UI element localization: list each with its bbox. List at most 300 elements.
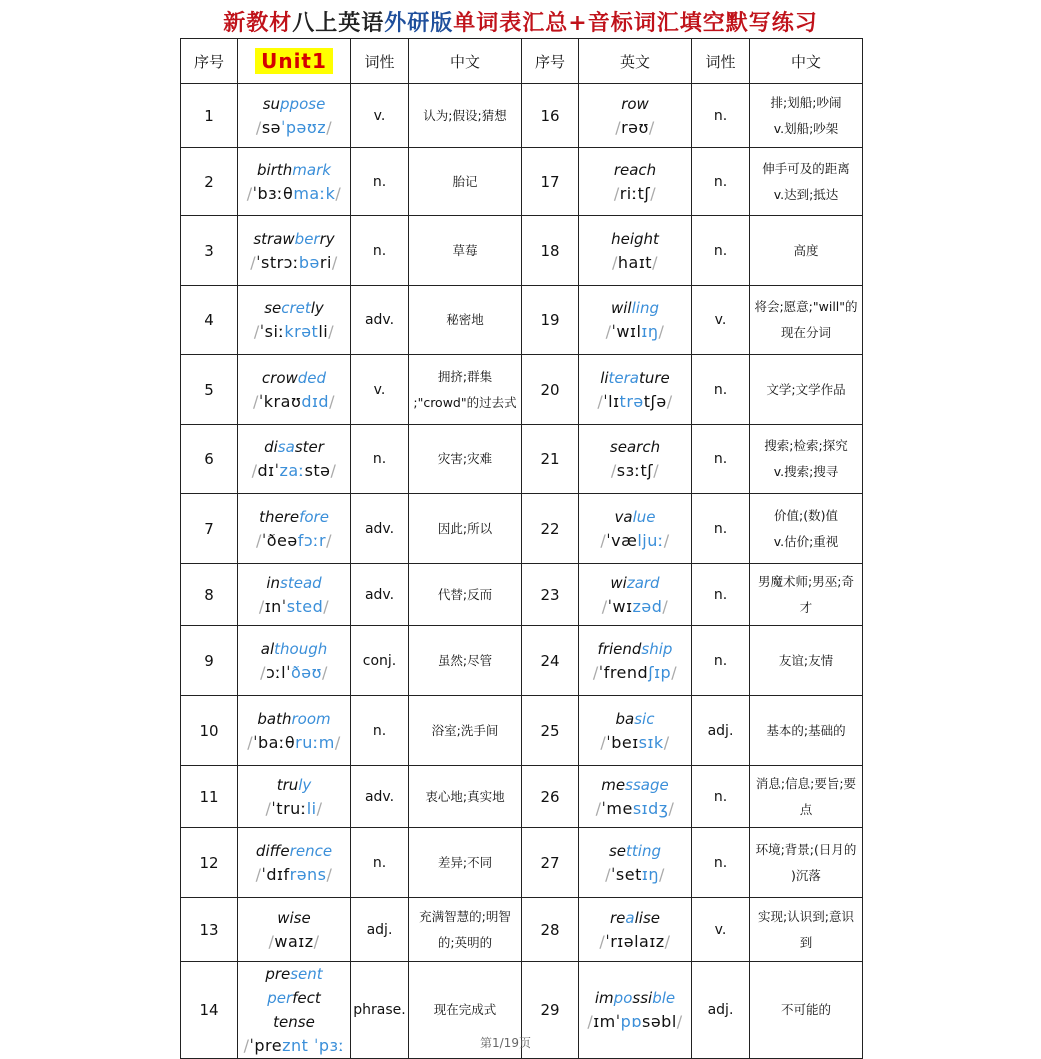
slash-mark: / bbox=[658, 322, 665, 341]
english-word bbox=[240, 773, 348, 797]
title-part: 新教材 bbox=[223, 10, 293, 36]
row-number: 7 bbox=[181, 494, 238, 564]
word-segment: lue bbox=[632, 507, 656, 526]
phonetic bbox=[240, 182, 348, 206]
slash-mark: / bbox=[253, 322, 260, 341]
chinese-meaning bbox=[409, 766, 522, 828]
word-cell bbox=[579, 898, 692, 962]
phonetic-segment: sɪk bbox=[638, 732, 664, 752]
phonetic-segment: ˈwɪl bbox=[611, 322, 642, 341]
part-of-speech: n. bbox=[351, 425, 409, 494]
phonetic-segment: ljuː bbox=[637, 530, 664, 550]
word-segment: stead bbox=[280, 573, 322, 592]
meaning-line: 环境;背景;(日月的 bbox=[755, 841, 857, 857]
row-number: 10 bbox=[181, 696, 238, 766]
meaning-line: 文学;文学作品 bbox=[766, 381, 846, 397]
meaning-line: 排;划船;吵闹 bbox=[770, 94, 842, 110]
word-segment: al bbox=[260, 639, 275, 658]
meaning-line: 代替;反而 bbox=[437, 586, 493, 602]
row-number: 29 bbox=[522, 962, 579, 1059]
chinese-meaning bbox=[750, 494, 863, 564]
part-of-speech: v. bbox=[692, 898, 750, 962]
table-row bbox=[181, 355, 863, 425]
vocab-table bbox=[180, 38, 863, 1059]
phonetic bbox=[240, 459, 348, 483]
english-word bbox=[581, 839, 689, 863]
row-number: 27 bbox=[522, 828, 579, 898]
english-word bbox=[581, 435, 689, 459]
row-number: 1 bbox=[181, 84, 238, 148]
phonetic-segment: laɪz bbox=[634, 931, 665, 951]
phonetic-segment: znt bbox=[282, 1036, 309, 1055]
phonetic-segment: krət bbox=[284, 322, 319, 341]
phonetic bbox=[581, 529, 689, 553]
row-number: 28 bbox=[522, 898, 579, 962]
page-title bbox=[0, 6, 1041, 37]
part-of-speech: n. bbox=[692, 828, 750, 898]
part-of-speech: adv. bbox=[351, 766, 409, 828]
meaning-line: 男魔术师;男巫;奇 bbox=[758, 573, 854, 589]
word-segment: ba bbox=[615, 709, 635, 728]
part-of-speech: n. bbox=[351, 696, 409, 766]
word-segment: wise bbox=[277, 908, 311, 927]
word-segment: ly bbox=[298, 775, 312, 794]
part-of-speech: conj. bbox=[351, 626, 409, 696]
word-segment: room bbox=[291, 709, 331, 728]
word-cell bbox=[238, 626, 351, 696]
table-body bbox=[181, 84, 863, 1059]
phonetic bbox=[581, 182, 689, 206]
slash-mark: / bbox=[255, 530, 262, 550]
word-cell bbox=[238, 564, 351, 626]
phonetic-segment: ˈfrend bbox=[598, 662, 649, 682]
phonetic-segment: ˈme bbox=[601, 798, 633, 818]
part-of-speech: phrase. bbox=[351, 962, 409, 1059]
word-segment: ble bbox=[652, 989, 676, 1007]
title-part: 单词表汇总+音标词汇填空默写练习 bbox=[453, 10, 818, 36]
phonetic-segment: li bbox=[306, 798, 317, 818]
meaning-line: ;"crowd"的过去式 bbox=[413, 394, 517, 410]
phonetic-segment: ˈpəʊz bbox=[281, 117, 327, 137]
part-of-speech: adj. bbox=[692, 696, 750, 766]
word-segment: fect bbox=[292, 989, 321, 1007]
word-segment: search bbox=[609, 438, 661, 456]
slash-mark: / bbox=[664, 931, 671, 951]
meaning-line: 点 bbox=[799, 801, 813, 817]
word-segment: tting bbox=[626, 841, 661, 860]
slash-mark: / bbox=[601, 596, 608, 616]
phonetic-segment: dɪˈ bbox=[257, 461, 280, 480]
english-word bbox=[240, 707, 348, 731]
word-cell bbox=[579, 494, 692, 564]
table-row bbox=[181, 494, 863, 564]
slash-mark: / bbox=[668, 798, 675, 818]
row-number: 4 bbox=[181, 286, 238, 355]
meaning-line: 伸手可及的距离 bbox=[762, 160, 850, 176]
chinese-meaning bbox=[409, 355, 522, 425]
row-number: 3 bbox=[181, 216, 238, 286]
table-row bbox=[181, 425, 863, 494]
row-number: 21 bbox=[522, 425, 579, 494]
slash-mark: / bbox=[328, 322, 335, 341]
word-segment: se bbox=[264, 299, 282, 317]
word-segment: ly bbox=[310, 299, 324, 317]
slash-mark: / bbox=[599, 931, 606, 951]
meaning-line: 差异;不同 bbox=[437, 854, 493, 870]
word-segment: me bbox=[601, 775, 626, 794]
word-segment: mark bbox=[292, 160, 331, 179]
phonetic bbox=[240, 320, 348, 344]
row-number: 14 bbox=[181, 962, 238, 1059]
word-cell bbox=[579, 355, 692, 425]
phonetic-segment: ʃɪp bbox=[648, 662, 672, 682]
row-number: 18 bbox=[522, 216, 579, 286]
table-row bbox=[181, 696, 863, 766]
chinese-meaning bbox=[409, 696, 522, 766]
meaning-line: v.划船;吵架 bbox=[773, 120, 839, 136]
meaning-line: 基本的;基础的 bbox=[766, 722, 846, 738]
slash-mark: / bbox=[329, 391, 335, 411]
part-of-speech: adv. bbox=[351, 494, 409, 564]
english-word bbox=[240, 505, 348, 529]
slash-mark: / bbox=[676, 1012, 683, 1031]
phonetic bbox=[581, 320, 689, 344]
chinese-meaning bbox=[409, 828, 522, 898]
slash-mark: / bbox=[331, 252, 338, 272]
part-of-speech: adv. bbox=[351, 286, 409, 355]
phonetic bbox=[581, 251, 689, 275]
phonetic bbox=[240, 595, 348, 619]
word-segment: sent per bbox=[267, 965, 323, 1007]
slash-mark: / bbox=[613, 183, 620, 203]
word-segment: diffe bbox=[255, 841, 290, 860]
part-of-speech: n. bbox=[692, 355, 750, 425]
english-word bbox=[240, 839, 348, 863]
english-word bbox=[581, 637, 689, 661]
phonetic-segment: fɔːr bbox=[297, 530, 327, 550]
meaning-line: 秘密地 bbox=[446, 312, 484, 327]
meaning-line: 的;英明的 bbox=[437, 934, 493, 950]
phonetic bbox=[581, 459, 689, 483]
header-row bbox=[181, 39, 863, 84]
word-segment: re bbox=[610, 908, 626, 927]
row-number: 26 bbox=[522, 766, 579, 828]
meaning-line: 消息;信息;要旨;要 bbox=[755, 775, 857, 791]
phonetic-segment: sted bbox=[286, 596, 324, 616]
phonetic bbox=[581, 797, 689, 821]
meaning-line: v.估价;重视 bbox=[773, 533, 839, 549]
english-word bbox=[581, 571, 689, 595]
meaning-line: 到 bbox=[799, 934, 813, 950]
phonetic-segment: ri bbox=[319, 252, 332, 272]
row-number: 6 bbox=[181, 425, 238, 494]
phonetic-segment: haɪt bbox=[617, 252, 653, 272]
slash-mark: / bbox=[612, 252, 618, 272]
chinese-meaning bbox=[750, 696, 863, 766]
phonetic-segment: sɜːtʃ bbox=[616, 461, 654, 480]
slash-mark: / bbox=[653, 461, 660, 480]
chinese-meaning bbox=[409, 494, 522, 564]
phonetic bbox=[581, 930, 689, 954]
english-word bbox=[240, 571, 348, 595]
table-row bbox=[181, 564, 863, 626]
word-cell bbox=[238, 898, 351, 962]
word-segment: ture bbox=[639, 368, 670, 387]
slash-mark: / bbox=[334, 732, 341, 752]
word-cell bbox=[579, 148, 692, 216]
word-segment: lise bbox=[634, 908, 660, 927]
phonetic bbox=[240, 251, 348, 275]
english-word bbox=[581, 707, 689, 731]
word-segment: ssage bbox=[625, 775, 669, 794]
word-segment: wil bbox=[611, 299, 632, 317]
word-cell bbox=[238, 425, 351, 494]
word-segment: height bbox=[611, 229, 659, 248]
meaning-line: 价值;(数)值 bbox=[774, 507, 838, 523]
phonetic-segment: dɪd bbox=[301, 391, 330, 411]
part-of-speech: adv. bbox=[351, 564, 409, 626]
english-word bbox=[240, 158, 348, 182]
word-segment: ber bbox=[294, 229, 320, 248]
slash-mark: / bbox=[323, 596, 330, 616]
meaning-line: 不可能的 bbox=[780, 1002, 831, 1017]
phonetic-segment: ˈrɪə bbox=[605, 931, 635, 951]
part-of-speech: v. bbox=[351, 84, 409, 148]
phonetic-segment: rəʊ bbox=[621, 117, 649, 137]
english-word bbox=[240, 296, 348, 320]
phonetic-segment: stə bbox=[304, 461, 331, 480]
chinese-meaning bbox=[409, 286, 522, 355]
meaning-line: 实现;认识到;意识 bbox=[758, 908, 854, 924]
chinese-meaning bbox=[750, 898, 863, 962]
phonetic-segment: ˈsiː bbox=[259, 322, 285, 341]
english-word bbox=[581, 505, 689, 529]
word-cell bbox=[579, 564, 692, 626]
phonetic bbox=[240, 1034, 348, 1058]
slash-mark: / bbox=[265, 798, 272, 818]
word-segment: ded bbox=[297, 368, 327, 387]
word-cell bbox=[579, 962, 692, 1059]
chinese-meaning bbox=[409, 626, 522, 696]
part-of-speech: n. bbox=[351, 148, 409, 216]
word-segment: ry bbox=[319, 229, 335, 248]
word-segment: ling bbox=[631, 299, 659, 317]
phonetic-segment: ɪŋ bbox=[641, 864, 659, 884]
slash-mark: / bbox=[246, 183, 253, 203]
word-segment: a bbox=[625, 908, 635, 927]
slash-mark: / bbox=[671, 662, 678, 682]
slash-mark: / bbox=[326, 530, 333, 550]
phonetic-segment: ˈwɪ bbox=[607, 596, 633, 616]
phonetic-segment: ˈvæ bbox=[606, 530, 638, 550]
english-word bbox=[240, 637, 348, 661]
phonetic-segment: səbl bbox=[641, 1012, 677, 1031]
word-segment: su bbox=[262, 94, 281, 113]
meaning-line: 草莓 bbox=[452, 242, 478, 258]
english-word bbox=[240, 1010, 348, 1034]
part-of-speech: n. bbox=[692, 148, 750, 216]
part-of-speech: n. bbox=[692, 564, 750, 626]
english-word bbox=[581, 906, 689, 930]
slash-mark: / bbox=[648, 117, 655, 137]
header-pos: 词性 bbox=[351, 39, 409, 84]
unit-label: Unit1 bbox=[255, 48, 333, 74]
slash-mark: / bbox=[605, 322, 612, 341]
phonetic bbox=[581, 390, 689, 414]
meaning-line: 胎记 bbox=[452, 173, 478, 189]
word-segment: reach bbox=[613, 160, 657, 179]
row-number: 19 bbox=[522, 286, 579, 355]
row-number: 25 bbox=[522, 696, 579, 766]
chinese-meaning bbox=[750, 216, 863, 286]
word-segment: pre bbox=[265, 965, 291, 983]
phonetic bbox=[581, 661, 689, 685]
chinese-meaning bbox=[409, 564, 522, 626]
part-of-speech: n. bbox=[692, 766, 750, 828]
phonetic bbox=[581, 1010, 689, 1034]
phonetic bbox=[240, 731, 348, 755]
word-segment: rence bbox=[289, 841, 333, 860]
header-unit bbox=[238, 39, 351, 84]
word-cell bbox=[579, 425, 692, 494]
english-word bbox=[240, 435, 348, 459]
word-segment: po bbox=[613, 989, 633, 1007]
word-cell bbox=[238, 766, 351, 828]
part-of-speech: v. bbox=[692, 286, 750, 355]
slash-mark: / bbox=[255, 864, 262, 884]
word-segment: though bbox=[274, 639, 328, 658]
slash-mark: / bbox=[658, 864, 665, 884]
phonetic-segment: sɪdʒ bbox=[632, 798, 669, 818]
row-number: 22 bbox=[522, 494, 579, 564]
word-segment: ster bbox=[294, 438, 324, 456]
chinese-meaning bbox=[409, 425, 522, 494]
meaning-line: 高度 bbox=[793, 242, 819, 258]
meaning-line: 搜索;检索;探究 bbox=[764, 438, 848, 453]
part-of-speech: n. bbox=[692, 216, 750, 286]
slash-mark: / bbox=[247, 732, 254, 752]
chinese-meaning bbox=[409, 148, 522, 216]
row-number: 12 bbox=[181, 828, 238, 898]
phonetic-segment: ˈlɪ bbox=[603, 391, 620, 411]
slash-mark: / bbox=[251, 461, 258, 480]
phonetic-segment: ɔːlˈ bbox=[265, 662, 291, 682]
word-segment: there bbox=[259, 507, 300, 526]
meaning-line: 虽然;尽管 bbox=[437, 652, 493, 668]
phonetic-segment: ˈdɪf bbox=[261, 864, 290, 884]
chinese-meaning bbox=[409, 84, 522, 148]
slash-mark: / bbox=[322, 662, 328, 682]
word-segment: ship bbox=[641, 639, 673, 658]
table-row bbox=[181, 626, 863, 696]
word-segment: tru bbox=[276, 775, 299, 794]
phonetic-segment: bə bbox=[298, 252, 320, 272]
phonetic-segment: trə bbox=[619, 391, 644, 411]
meaning-line: 友谊;友情 bbox=[778, 652, 834, 668]
meaning-line: 充满智慧的;明智 bbox=[419, 908, 511, 924]
slash-mark: / bbox=[258, 596, 265, 616]
slash-mark: / bbox=[250, 252, 257, 272]
slash-mark: / bbox=[260, 662, 266, 682]
slash-mark: / bbox=[326, 864, 333, 884]
row-number: 2 bbox=[181, 148, 238, 216]
word-cell bbox=[579, 696, 692, 766]
word-segment: fore bbox=[299, 507, 329, 526]
slash-mark: / bbox=[268, 931, 275, 951]
part-of-speech: n. bbox=[351, 828, 409, 898]
english-word bbox=[581, 773, 689, 797]
header-cn: 中文 bbox=[409, 39, 522, 84]
row-number: 5 bbox=[181, 355, 238, 425]
meaning-line: )沉落 bbox=[791, 867, 821, 883]
row-number: 8 bbox=[181, 564, 238, 626]
slash-mark: / bbox=[605, 864, 612, 884]
slash-mark: / bbox=[663, 732, 670, 752]
word-cell bbox=[579, 216, 692, 286]
slash-mark: / bbox=[595, 798, 602, 818]
slash-mark: / bbox=[316, 798, 323, 818]
phonetic-segment: ˈbaːθ bbox=[253, 732, 296, 752]
chinese-meaning bbox=[750, 286, 863, 355]
slash-mark: / bbox=[666, 391, 673, 411]
table-row bbox=[181, 216, 863, 286]
english-word bbox=[240, 962, 348, 1010]
slash-mark: / bbox=[253, 391, 259, 411]
meaning-line: v.达到;抵达 bbox=[773, 186, 839, 202]
meaning-line: 认为;假设;猜想 bbox=[423, 107, 507, 123]
phonetic-segment: ˈpɜː bbox=[308, 1036, 345, 1055]
english-word bbox=[581, 92, 689, 116]
phonetic bbox=[240, 529, 348, 553]
slash-mark: / bbox=[597, 391, 604, 411]
part-of-speech: v. bbox=[351, 355, 409, 425]
phonetic-segment: ðəʊ bbox=[291, 662, 323, 682]
slash-mark: / bbox=[326, 117, 333, 137]
phonetic-segment: riːtʃ bbox=[619, 183, 651, 203]
phonetic-segment: pɒ bbox=[620, 1012, 642, 1031]
word-segment: wi bbox=[610, 573, 627, 592]
word-segment: im bbox=[594, 989, 614, 1007]
word-cell bbox=[238, 828, 351, 898]
slash-mark: / bbox=[313, 931, 320, 951]
phonetic-segment: ruːm bbox=[295, 732, 335, 752]
phonetic bbox=[240, 930, 348, 954]
table-row bbox=[181, 148, 863, 216]
meaning-line: 现在完成式 bbox=[433, 1002, 497, 1017]
meaning-line: 灾害;灾难 bbox=[437, 451, 493, 466]
word-segment: ssi bbox=[632, 989, 653, 1007]
part-of-speech: n. bbox=[692, 425, 750, 494]
phonetic-segment: ɪŋ bbox=[641, 322, 659, 341]
row-number: 11 bbox=[181, 766, 238, 828]
header-pos-2: 词性 bbox=[692, 39, 750, 84]
slash-mark: / bbox=[600, 732, 607, 752]
phonetic bbox=[581, 595, 689, 619]
english-word bbox=[240, 906, 348, 930]
english-word bbox=[581, 986, 689, 1010]
page-footer: 第1/19页 bbox=[480, 1036, 531, 1050]
phonetic-segment: ˈðeə bbox=[261, 530, 298, 550]
phonetic bbox=[240, 863, 348, 887]
title-part: 外研版 bbox=[384, 10, 454, 36]
slash-mark: / bbox=[600, 530, 607, 550]
part-of-speech: n. bbox=[692, 84, 750, 148]
phonetic-segment: maːk bbox=[293, 183, 336, 203]
phonetic-segment: ˈset bbox=[611, 864, 642, 884]
word-segment: straw bbox=[253, 229, 295, 248]
phonetic bbox=[581, 116, 689, 140]
meaning-line: 将会;愿意;"will"的 bbox=[754, 299, 858, 314]
